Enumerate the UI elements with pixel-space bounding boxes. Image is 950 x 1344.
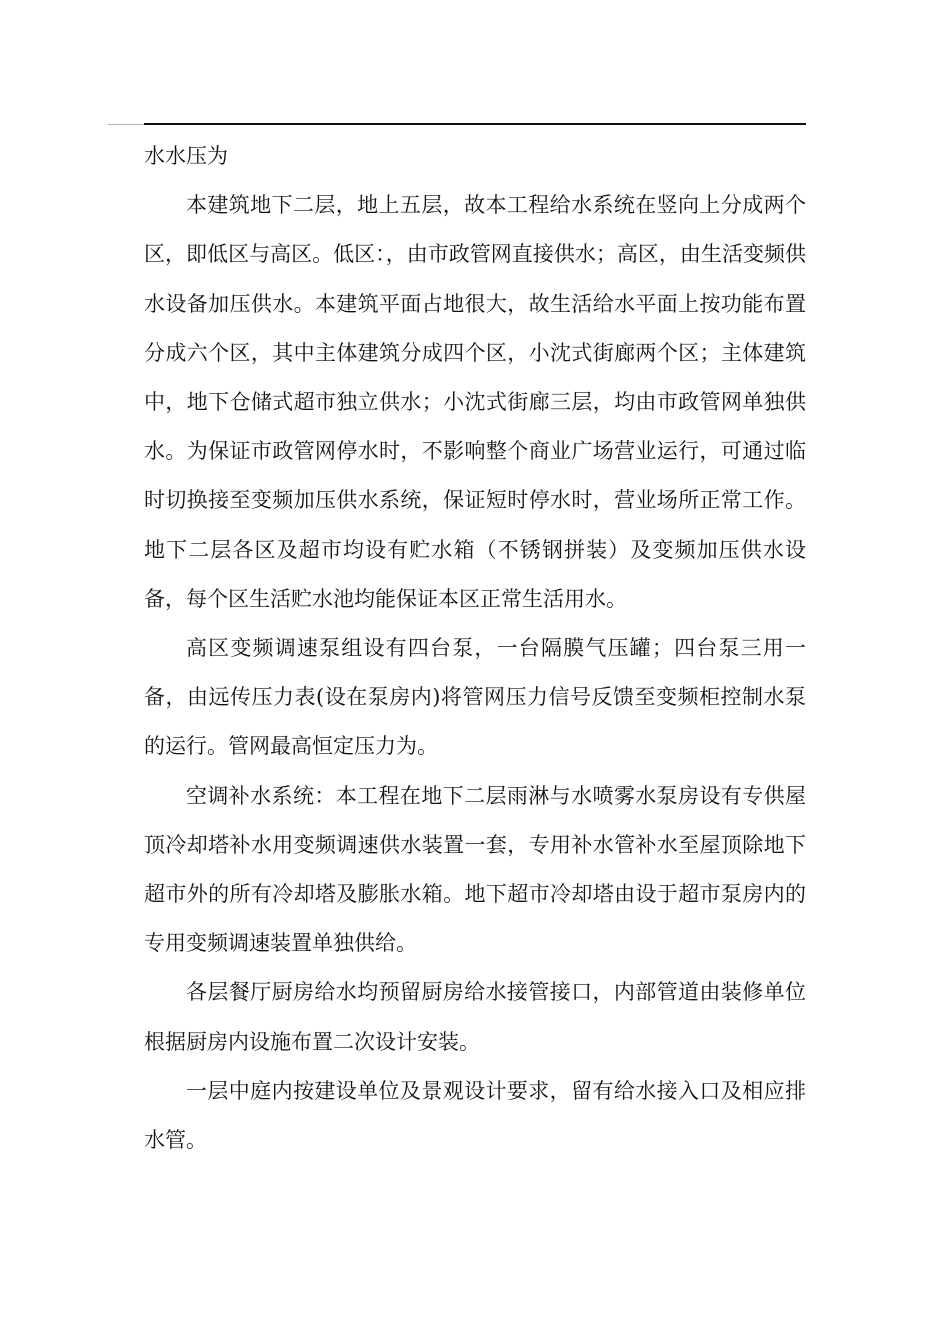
- paragraph-ac-makeup-water: 空调补水系统：本工程在地下二层雨淋与水喷雾水泵房设有专供屋顶冷却塔补水用变频调速供水装置一套，专用补水管补水至屋顶除地下超市外的所有冷却塔及膨胀水箱。地下超市冷却塔由设于超市泵房内的专用变频调速装置单独供给。: [144, 783, 806, 956]
- body-text: [144, 132, 806, 1165]
- paragraph-zoning: 本建筑地下二层，地上五层，故本工程给水系统在竖向上分成两个区，即低区与高区。低区：，由市政管网直接供水；高区，由生活变频供水设备加压供水。本建筑平面占地很大，故生活给水平面上按功能布置分成六个区，其中主体建筑分成四个区，小沈式街廊两个区；主体建筑中，地下仓储式超市独立供水；小沈式街廊三层，均由市政管网单独供水。为保证市政管网停水时，不影响整个商业广场营业运行，可通过临时切换接至变频加压供水系统，保证短时停水时，营业场所正常工作。地下二层各区及超市均设有贮水箱（不锈钢拼装）及变频加压供水设备，每个区生活贮水池均能保证本区正常生活用水。: [144, 193, 806, 611]
- paragraph-continuation: 水水压为: [144, 144, 228, 168]
- paragraph-pump-group: 高区变频调速泵组设有四台泵，一台隔膜气压罐；四台泵三用一备，由远传压力表(设在泵房内)将管网压力信号反馈至变频柜控制水泵的运行。管网最高恒定压力为。: [144, 636, 806, 759]
- header-rule-stub: [108, 124, 144, 125]
- paragraph-kitchen-supply: 各层餐厅厨房给水均预留厨房给水接管接口，内部管道由装修单位根据厨房内设施布置二次设计安装。: [144, 980, 806, 1054]
- header-rule: [144, 123, 806, 125]
- paragraph-atrium: 一层中庭内按建设单位及景观设计要求，留有给水接入口及相应排水管。: [144, 1078, 806, 1153]
